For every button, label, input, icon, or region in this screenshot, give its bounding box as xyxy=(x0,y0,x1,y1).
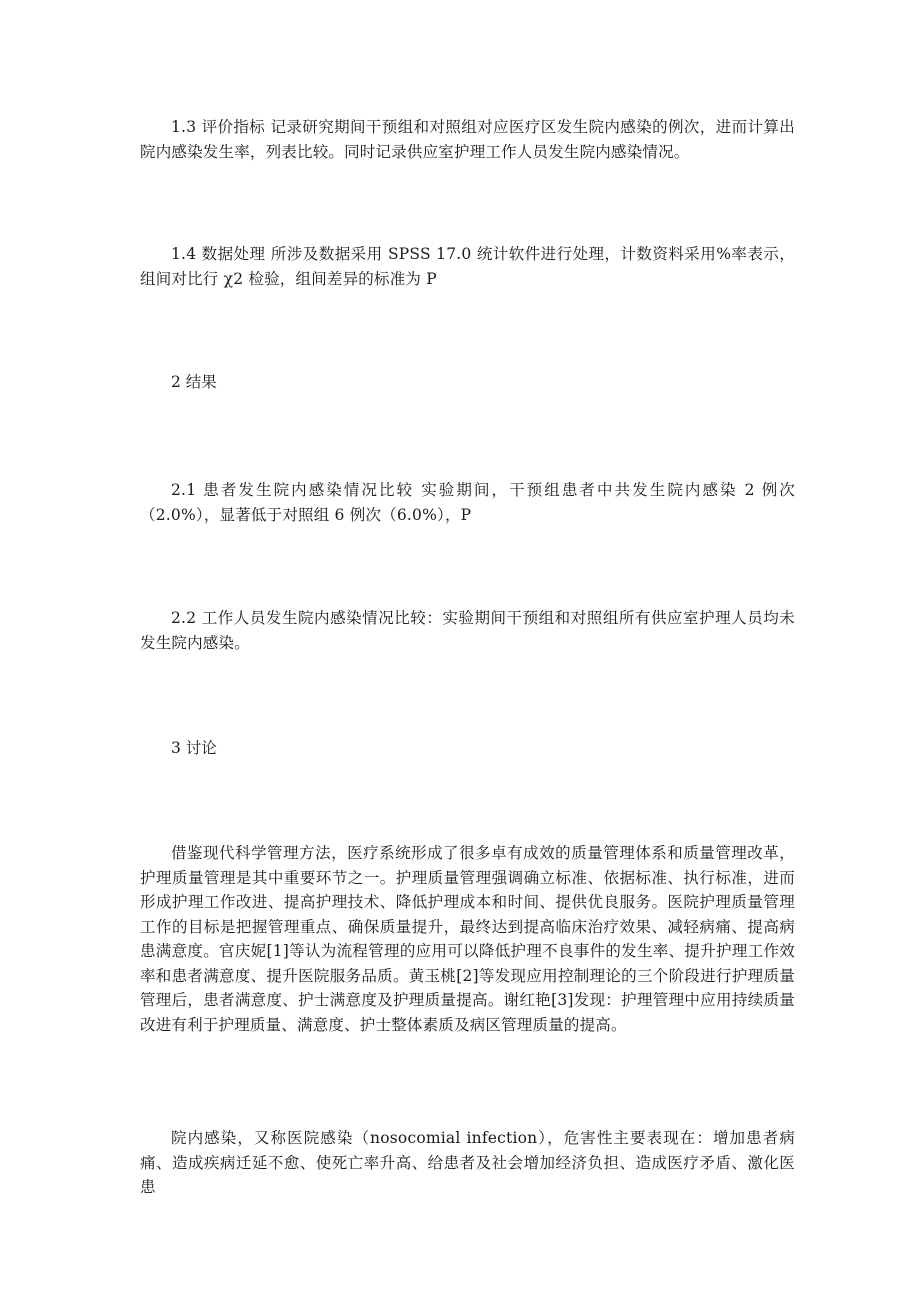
section-1-3-paragraph: 1.3 评价指标 记录研究期间干预组和对照组对应医疗区发生院内感染的例次，进而计算出院内感染发生率，列表比较。同时记录供应室护理工作人员发生院内感染情况。 xyxy=(140,118,795,161)
section-2-heading: 2 结果 xyxy=(171,373,217,391)
infection-paragraph: 院内感染，又称医院感染（nosocomial infection），危害性主要表现在：增加患者病痛、造成疾病迁延不愈、使死亡率升高、给患者及社会增加经济负担、造成医疗矛盾、激化医患 xyxy=(140,1129,795,1196)
discussion-paragraph: 借鉴现代科学管理方法，医疗系统形成了很多卓有成效的质量管理体系和质量管理改革，护理质量管理是其中重要环节之一。护理质量管理强调确立标准、依据标准、执行标准，进而形成护理工作改进、提高护理技术、降低护理成本和时间、提供优良服务。医院护理质量管理工作的目标是把握管理重点、确保质量提升，最终达到提高临床治疗效果、减轻病痛、提高病患满意度。官庆妮[1]等认为流程管理的应用可以降低护理不良事件的发生率、提升护理工作效率和患者满意度、提升医院服务品质。黄玉桃[2]等发现应用控制理论的三个阶段进行护理质量管理后，患者满意度、护士满意度及护理质量提高。谢红艳[3]发现：护理管理中应用持续质量改进有利于护理质量、满意度、护士整体素质及病区管理质量的提高。 xyxy=(140,844,795,1034)
section-2-2-paragraph: 2.2 工作人员发生院内感染情况比较：实验期间干预组和对照组所有供应室护理人员均未发生院内感染。 xyxy=(140,609,795,652)
section-2-1-paragraph: 2.1 患者发生院内感染情况比较 实验期间，干预组患者中共发生院内感染 2 例次（2.0%），显著低于对照组 6 例次（6.0%），P xyxy=(140,481,795,524)
section-1-4-paragraph: 1.4 数据处理 所涉及数据采用 SPSS 17.0 统计软件进行处理，计数资料采用%率表示，组间对比行 χ2 检验，组间差异的标准为 P xyxy=(140,245,795,288)
section-3-heading: 3 讨论 xyxy=(171,739,217,757)
